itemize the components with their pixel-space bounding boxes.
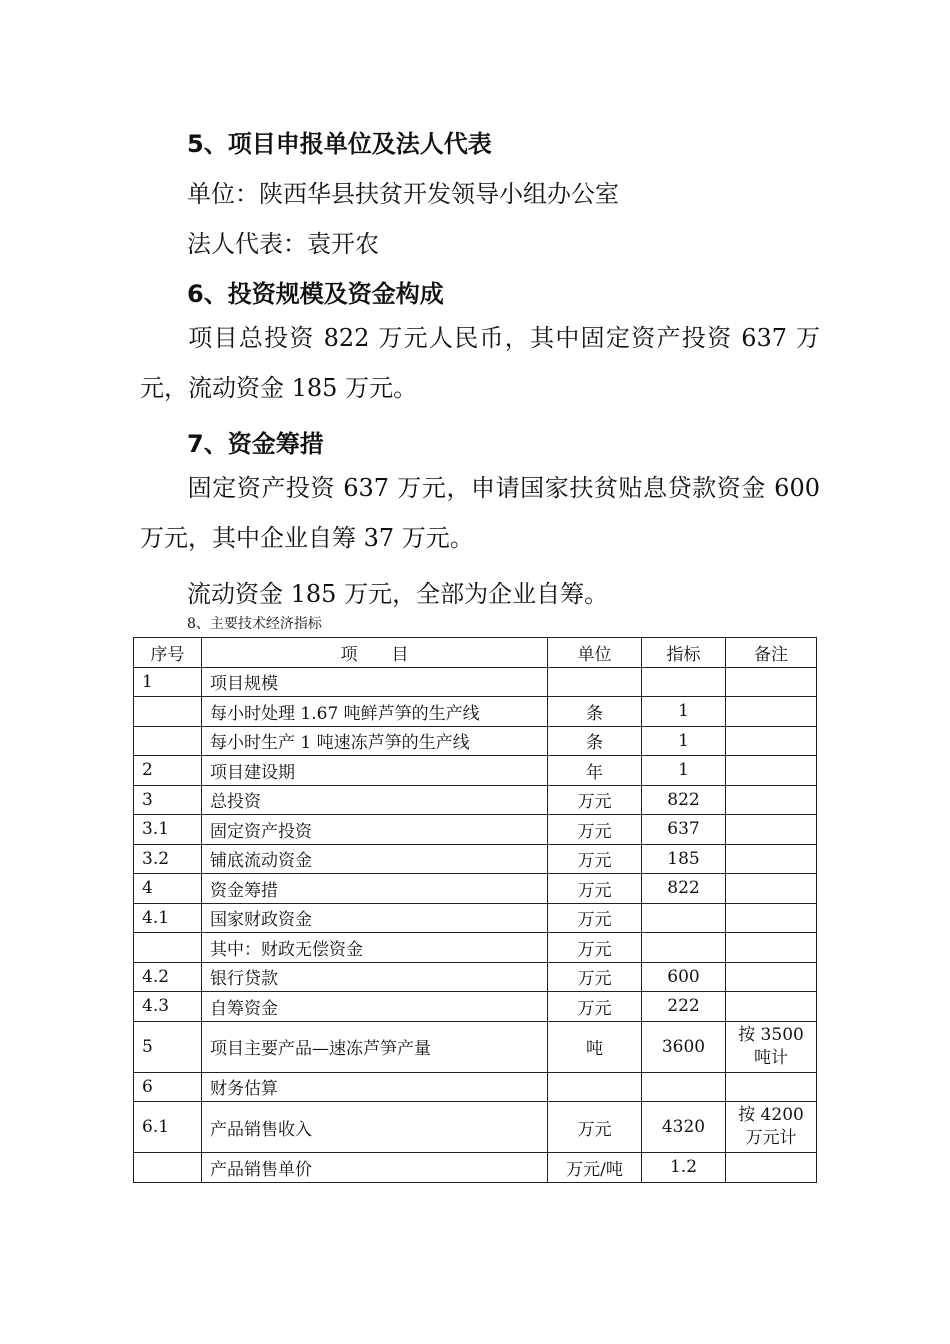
cell-item: 项目主要产品—速冻芦笋产量	[202, 1021, 548, 1072]
header-unit: 单位	[548, 638, 642, 668]
cell-unit: 吨	[548, 1021, 642, 1072]
cell-unit: 万元	[548, 933, 642, 963]
section-6-heading: 6、投资规模及资金构成	[187, 280, 444, 308]
cell-item: 产品销售单价	[202, 1153, 548, 1183]
cell-no: 3.2	[134, 844, 202, 874]
section-7-body-2: 流动资金 185 万元，全部为企业自筹。	[187, 580, 609, 608]
cell-unit: 年	[548, 756, 642, 786]
cell-item: 其中：财政无偿资金	[202, 933, 548, 963]
cell-item: 每小时生产 1 吨速冻芦笋的生产线	[202, 726, 548, 756]
cell-note	[726, 697, 817, 727]
cell-note	[726, 1072, 817, 1102]
cell-value	[642, 933, 726, 963]
table-row	[134, 992, 817, 1022]
table-row	[134, 1102, 817, 1153]
cell-no: 4.3	[134, 992, 202, 1022]
cell-note	[726, 962, 817, 992]
cell-unit	[548, 1072, 642, 1102]
header-item: 项 目	[202, 638, 548, 668]
cell-unit: 万元	[548, 903, 642, 933]
cell-item: 项目建设期	[202, 756, 548, 786]
cell-unit: 万元	[548, 815, 642, 845]
cell-value: 822	[642, 874, 726, 904]
cell-note	[726, 992, 817, 1022]
cell-value: 1	[642, 756, 726, 786]
cell-unit	[548, 667, 642, 697]
table-row	[134, 903, 817, 933]
cell-note	[726, 933, 817, 963]
table-row	[134, 1021, 817, 1072]
section-6-body	[140, 313, 820, 413]
cell-value: 3600	[642, 1021, 726, 1072]
cell-note	[726, 667, 817, 697]
cell-unit: 条	[548, 697, 642, 727]
cell-unit: 万元	[548, 844, 642, 874]
cell-no	[134, 697, 202, 727]
cell-note: 按 4200 万元计	[726, 1102, 817, 1153]
table-row	[134, 1153, 817, 1183]
cell-value: 222	[642, 992, 726, 1022]
cell-value: 185	[642, 844, 726, 874]
section-7-text-1: 固定资产投资 637 万元，申请国家扶贫贴息贷款资金 600 万元，其中企业自筹 37 万元。	[140, 474, 820, 552]
cell-unit: 万元	[548, 874, 642, 904]
table-row	[134, 756, 817, 786]
cell-unit: 条	[548, 726, 642, 756]
table-row	[134, 726, 817, 756]
table-row	[134, 815, 817, 845]
cell-no: 4	[134, 874, 202, 904]
cell-unit: 万元	[548, 1102, 642, 1153]
cell-note	[726, 726, 817, 756]
cell-no: 3	[134, 785, 202, 815]
indicators-table	[133, 637, 817, 1183]
table-row	[134, 667, 817, 697]
cell-value	[642, 667, 726, 697]
cell-item: 资金筹措	[202, 874, 548, 904]
cell-note: 按 3500 吨计	[726, 1021, 817, 1072]
section-6-text: 项目总投资 822 万元人民币，其中固定资产投资 637 万元，流动资金 185 万元。	[140, 324, 820, 402]
cell-no	[134, 933, 202, 963]
cell-item: 银行贷款	[202, 962, 548, 992]
cell-item: 总投资	[202, 785, 548, 815]
cell-note	[726, 1153, 817, 1183]
cell-value: 637	[642, 815, 726, 845]
section-5-heading: 5、项目申报单位及法人代表	[187, 130, 492, 158]
table-row	[134, 962, 817, 992]
cell-unit: 万元	[548, 992, 642, 1022]
cell-value: 1	[642, 726, 726, 756]
cell-item: 每小时处理 1.67 吨鲜芦笋的生产线	[202, 697, 548, 727]
cell-unit: 万元	[548, 785, 642, 815]
cell-value: 600	[642, 962, 726, 992]
cell-no: 6.1	[134, 1102, 202, 1153]
cell-item: 财务估算	[202, 1072, 548, 1102]
cell-item: 项目规模	[202, 667, 548, 697]
table-caption: 8、主要技术经济指标	[187, 616, 322, 632]
table-header-row	[134, 638, 817, 668]
cell-unit: 万元/吨	[548, 1153, 642, 1183]
cell-value: 1	[642, 697, 726, 727]
cell-note	[726, 903, 817, 933]
table-row	[134, 697, 817, 727]
cell-no: 4.2	[134, 962, 202, 992]
cell-value: 1.2	[642, 1153, 726, 1183]
cell-no: 1	[134, 667, 202, 697]
section-7-heading: 7、资金筹措	[187, 430, 324, 458]
cell-no: 3.1	[134, 815, 202, 845]
cell-no: 5	[134, 1021, 202, 1072]
cell-note	[726, 844, 817, 874]
header-value: 指标	[642, 638, 726, 668]
cell-item: 铺底流动资金	[202, 844, 548, 874]
cell-item: 产品销售收入	[202, 1102, 548, 1153]
cell-no: 6	[134, 1072, 202, 1102]
cell-note	[726, 815, 817, 845]
cell-item: 自筹资金	[202, 992, 548, 1022]
cell-no: 4.1	[134, 903, 202, 933]
cell-value: 4320	[642, 1102, 726, 1153]
table-row	[134, 874, 817, 904]
cell-value	[642, 1072, 726, 1102]
table-row	[134, 933, 817, 963]
section-7-body-1	[140, 463, 820, 563]
cell-note	[726, 756, 817, 786]
header-no: 序号	[134, 638, 202, 668]
cell-value	[642, 903, 726, 933]
header-note: 备注	[726, 638, 817, 668]
table-row	[134, 1072, 817, 1102]
cell-note	[726, 785, 817, 815]
cell-no	[134, 1153, 202, 1183]
applicant-unit: 单位：陕西华县扶贫开发领导小组办公室	[187, 180, 619, 208]
legal-representative: 法人代表：袁开农	[187, 230, 379, 258]
cell-value: 822	[642, 785, 726, 815]
cell-item: 固定资产投资	[202, 815, 548, 845]
cell-unit: 万元	[548, 962, 642, 992]
cell-no	[134, 726, 202, 756]
cell-no: 2	[134, 756, 202, 786]
table-row	[134, 785, 817, 815]
cell-item: 国家财政资金	[202, 903, 548, 933]
table-row	[134, 844, 817, 874]
cell-note	[726, 874, 817, 904]
